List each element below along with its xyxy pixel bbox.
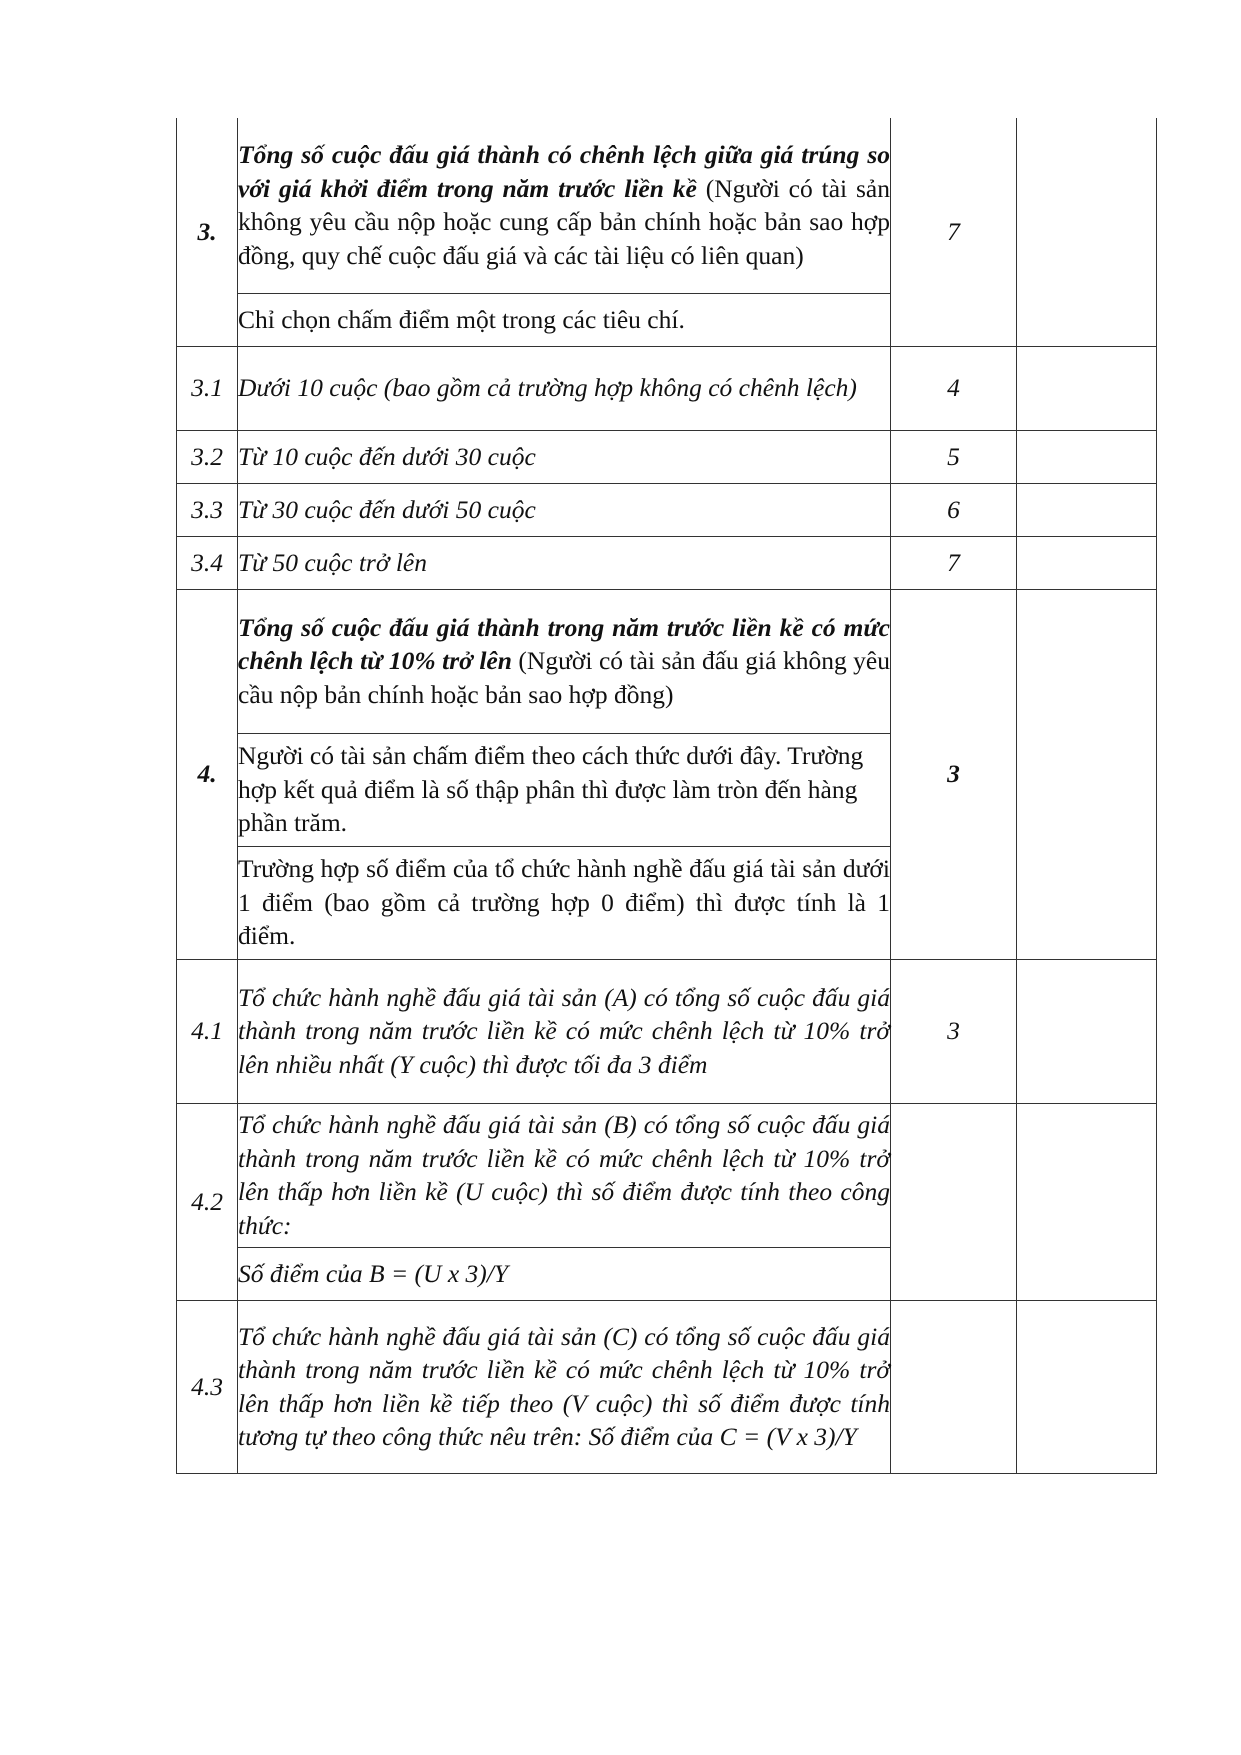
criterion-description: Dưới 10 cuộc (bao gồm cả trường hợp không có chênh lệch)	[238, 346, 891, 430]
criterion-title: Tổng số cuộc đấu giá thành có chênh lệch giữa giá trúng so với giá khởi điểm trong năm trước liền kề	[238, 140, 890, 203]
table-row-4-3	[177, 1300, 1157, 1473]
criterion-number: 3.3	[177, 483, 238, 536]
table-row-4-1	[177, 959, 1157, 1103]
table-row-3-1	[177, 346, 1157, 430]
table-row-3-2	[177, 430, 1157, 483]
criterion-number: 3.1	[177, 346, 238, 430]
criterion-description: Tổ chức hành nghề đấu giá tài sản (B) có tổng số cuộc đấu giá thành trong năm trước liền kề có mức chênh lệch từ 10% trở lên thấp hơn liền kề (U cuộc) thì số điểm được tính theo công thức:	[238, 1103, 891, 1247]
score-cell-empty	[1017, 346, 1157, 430]
table-row-4-2	[177, 1103, 1157, 1247]
scoring-instruction: Người có tài sản chấm điểm theo cách thức dưới đây. Trường hợp kết quả điểm là số thập phân thì được làm tròn đến hàng phần trăm.	[238, 733, 891, 846]
criterion-note: (Người có tài sản không yêu cầu nộp hoặc cung cấp bản chính hoặc bản sao hợp đồng, quy chế cuộc đấu giá và các tài liệu có liên quan)	[238, 173, 890, 270]
score-cell-empty	[1017, 536, 1157, 589]
criterion-description: Từ 50 cuộc trở lên	[238, 536, 891, 589]
criterion-number: 3.4	[177, 536, 238, 589]
score-cell-empty	[1017, 118, 1157, 346]
scoring-criteria-table	[176, 118, 1157, 1474]
max-score: 6	[891, 483, 1017, 536]
table-row-criterion-4	[177, 589, 1157, 733]
score-cell-empty	[1017, 430, 1157, 483]
table-row-criterion-3	[177, 118, 1157, 293]
criterion-number: 3.2	[177, 430, 238, 483]
score-cell-empty	[1017, 589, 1157, 959]
max-score: 3	[891, 959, 1017, 1103]
criterion-description: Tổ chức hành nghề đấu giá tài sản (A) có tổng số cuộc đấu giá thành trong năm trước liền kề có mức chênh lệch từ 10% trở lên nhiều nhất (Y cuộc) thì được tối đa 3 điểm	[238, 959, 891, 1103]
score-cell-empty	[1017, 483, 1157, 536]
criterion-number: 4.	[177, 589, 238, 959]
criterion-description	[238, 589, 891, 733]
criterion-title: Tổng số cuộc đấu giá thành trong năm trước liền kề có mức chênh lệch từ 10% trở lên	[238, 612, 890, 676]
table-row-3-3	[177, 483, 1157, 536]
criterion-description: Tổ chức hành nghề đấu giá tài sản (C) có tổng số cuộc đấu giá thành trong năm trước liền kề có mức chênh lệch từ 10% trở lên thấp hơn liền kề tiếp theo (V cuộc) thì số điểm được tính tương tự theo công thức nêu trên: Số điểm của C = (V x 3)/Y	[238, 1300, 891, 1473]
criterion-number: 4.1	[177, 959, 238, 1103]
max-score: 3	[891, 589, 1017, 959]
criterion-description: Từ 30 cuộc đến dưới 50 cuộc	[238, 483, 891, 536]
max-score: 4	[891, 346, 1017, 430]
criterion-note: (Người có tài sản đấu giá không yêu cầu nộp bản chính hoặc bản sao hợp đồng)	[238, 646, 891, 709]
max-score: 5	[891, 430, 1017, 483]
score-cell-empty	[1017, 959, 1157, 1103]
max-score: 7	[891, 536, 1017, 589]
criterion-number: 3.	[177, 118, 238, 346]
criterion-description: Từ 10 cuộc đến dưới 30 cuộc	[238, 430, 891, 483]
criterion-number: 4.2	[177, 1103, 238, 1300]
criterion-number: 4.3	[177, 1300, 238, 1473]
score-cell-empty	[1017, 1103, 1157, 1300]
table-row-3-4	[177, 536, 1157, 589]
score-formula: Số điểm của B = (U x 3)/Y	[238, 1247, 891, 1300]
max-score: 7	[891, 118, 1017, 346]
max-score	[891, 1103, 1017, 1300]
scoring-instruction: Trường hợp số điểm của tổ chức hành nghề đấu giá tài sản dưới 1 điểm (bao gồm cả trường hợp 0 điểm) thì được tính là 1 điểm.	[238, 846, 891, 959]
score-cell-empty	[1017, 1300, 1157, 1473]
criterion-description	[238, 118, 891, 293]
max-score	[891, 1300, 1017, 1473]
scoring-instruction: Chỉ chọn chấm điểm một trong các tiêu chí.	[238, 293, 891, 346]
